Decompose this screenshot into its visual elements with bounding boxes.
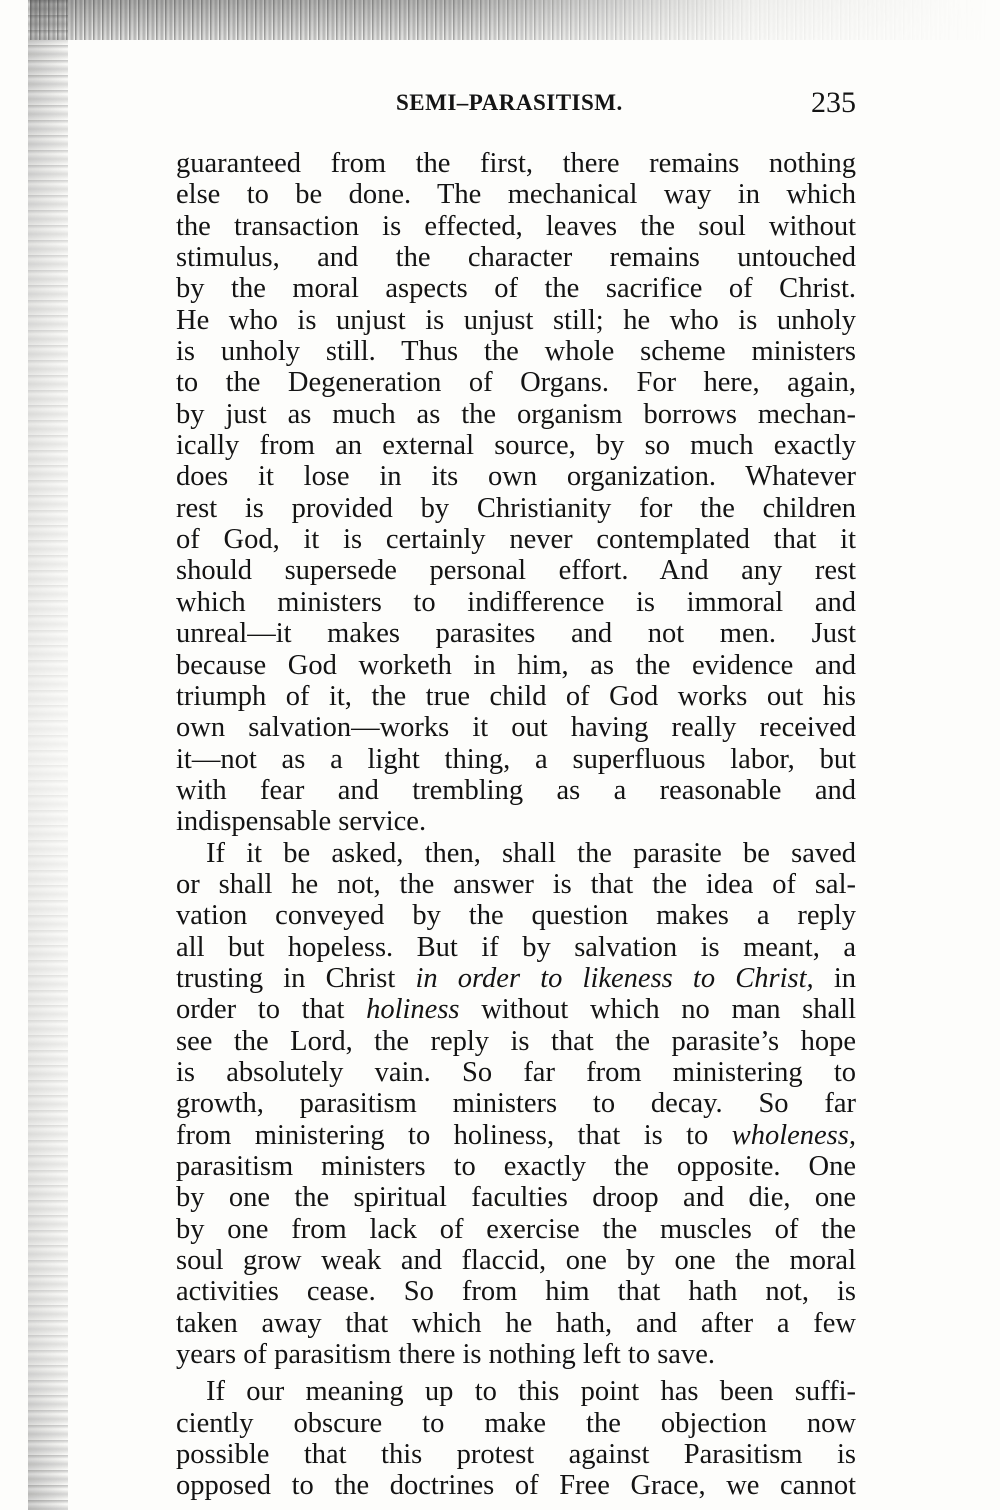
paragraph bbox=[176, 148, 856, 838]
text-line: unreal—it makes parasites and not men. Just bbox=[176, 618, 856, 650]
text-line: the transaction is effected, leaves the soul without bbox=[176, 210, 856, 242]
text-line: by one the spiritual faculties droop and die, one bbox=[176, 1182, 856, 1214]
text-line: triumph of it, the true child of God works out his bbox=[176, 680, 856, 712]
page-number: 235 bbox=[811, 86, 856, 119]
text-run: order to that bbox=[176, 994, 345, 1026]
text-line: by the moral aspects of the sacrifice of Christ. bbox=[176, 273, 856, 305]
text-line: activities cease. So from him that hath not, is bbox=[176, 1276, 856, 1308]
text-line: or shall he not, the answer is that the idea of sal- bbox=[176, 868, 856, 900]
text-line: He who is unjust is unjust still; he who is unholy bbox=[176, 304, 856, 336]
running-head: SEMI–PARASITISM. bbox=[396, 90, 623, 115]
italic-text-run: wholeness, bbox=[731, 1119, 856, 1151]
text-line: by one from lack of exercise the muscles of the bbox=[176, 1213, 856, 1245]
scan-edge-left bbox=[28, 0, 68, 1510]
page-header bbox=[176, 86, 856, 126]
text-line bbox=[176, 963, 856, 994]
text-line: does it lose in its own organization. Whatever bbox=[176, 461, 856, 493]
italic-text-run: holiness bbox=[366, 994, 460, 1026]
text-line: own salvation—works it out having really received bbox=[176, 712, 856, 744]
text-line: parasitism ministers to exactly the opposite. One bbox=[176, 1151, 856, 1182]
text-line: ciently obscure to make the objection now bbox=[176, 1407, 856, 1439]
text-line: to the Degeneration of Organs. For here, again, bbox=[176, 367, 856, 399]
text-line: it—not as a light thing, a superfluous labor, but bbox=[176, 743, 856, 775]
text-line: guaranteed from the first, there remains nothing bbox=[176, 148, 856, 179]
text-line: of God, it is certainly never contemplated that it bbox=[176, 524, 856, 556]
text-run: without which no man shall bbox=[481, 994, 857, 1026]
text-line: opposed to the doctrines of Free Grace, we cannot bbox=[176, 1470, 856, 1502]
text-run: in bbox=[833, 962, 857, 994]
text-line: soul grow weak and flaccid, one by one the moral bbox=[176, 1245, 856, 1277]
text-run: from ministering to holiness, that is to bbox=[176, 1119, 709, 1151]
text-line: with fear and trembling as a reasonable and bbox=[176, 774, 856, 806]
text-line: see the Lord, the reply is that the parasite’s hope bbox=[176, 1025, 856, 1057]
text-line bbox=[176, 994, 856, 1025]
paragraph bbox=[176, 1376, 856, 1501]
paragraph bbox=[176, 838, 856, 1371]
scan-edge-top bbox=[30, 0, 990, 40]
italic-text-run: in order to likeness to Christ, bbox=[415, 962, 814, 994]
text-line: If it be asked, then, shall the parasite be saved bbox=[206, 837, 856, 869]
text-line: else to be done. The mechanical way in which bbox=[176, 179, 856, 211]
text-line: growth, parasitism ministers to decay. So far bbox=[176, 1088, 856, 1120]
text-line: taken away that which he hath, and after a few bbox=[176, 1307, 856, 1339]
text-line: possible that this protest against Parasitism is bbox=[176, 1439, 856, 1471]
text-line: years of parasitism there is nothing left to save. bbox=[176, 1339, 715, 1371]
text-line bbox=[176, 1120, 856, 1151]
text-line: because God worketh in him, as the evidence and bbox=[176, 649, 856, 681]
text-line: vation conveyed by the question makes a reply bbox=[176, 900, 856, 932]
text-line: all but hopeless. But if by salvation is meant, a bbox=[176, 931, 856, 963]
text-line: ically from an external source, by so much exactly bbox=[176, 430, 856, 462]
text-line: is unholy still. Thus the whole scheme ministers bbox=[176, 336, 856, 368]
text-run: trusting in Christ bbox=[176, 962, 396, 994]
body-text bbox=[176, 148, 856, 1502]
text-line: If our meaning up to this point has been suffi- bbox=[206, 1376, 856, 1408]
text-line: is absolutely vain. So far from ministering to bbox=[176, 1056, 856, 1088]
text-line: indispensable service. bbox=[176, 806, 427, 838]
text-line: which ministers to indifference is immoral and bbox=[176, 586, 856, 618]
text-line: by just as much as the organism borrows mechan- bbox=[176, 398, 856, 430]
text-line: rest is provided by Christianity for the children bbox=[176, 492, 856, 524]
text-line: stimulus, and the character remains untouched bbox=[176, 242, 856, 274]
text-line: should supersede personal effort. And any rest bbox=[176, 555, 856, 587]
